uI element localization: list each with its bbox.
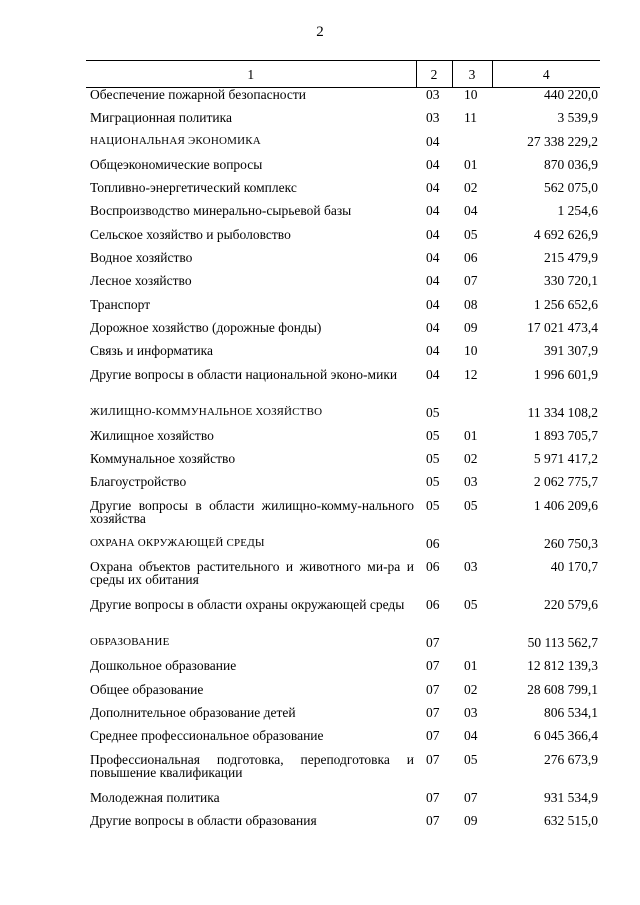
- row-section-code: 04: [426, 180, 440, 196]
- row-amount: 6 045 366,4: [533, 728, 598, 744]
- row-name: Благоустройство: [90, 474, 187, 490]
- table-row: [86, 475, 600, 498]
- row-amount: 1 406 209,6: [533, 497, 598, 513]
- table-row: [86, 298, 600, 321]
- row-name: Другие вопросы в области охраны окружающей среды: [90, 597, 405, 613]
- row-amount: 931 534,9: [544, 789, 598, 805]
- row-amount: 391 307,9: [544, 343, 598, 359]
- row-name: Дорожное хозяйство (дорожные фонды): [90, 319, 322, 335]
- table-row: [86, 111, 600, 134]
- row-amount: 1 256 652,6: [533, 296, 598, 312]
- row-name: Коммунальное хозяйство: [90, 451, 236, 467]
- row-section-code: 07: [426, 789, 440, 805]
- row-section-code: 04: [426, 296, 440, 312]
- table-row: [86, 251, 600, 274]
- table-row: [86, 344, 600, 367]
- row-subsection-code: 10: [464, 343, 478, 359]
- table-row: [86, 706, 600, 729]
- table-row: [86, 228, 600, 251]
- row-section-code: 04: [426, 273, 440, 289]
- row-amount: 330 720,1: [544, 273, 598, 289]
- table-header-row: [86, 61, 600, 88]
- table-row: [86, 429, 600, 452]
- row-subsection-code: 04: [464, 728, 478, 744]
- row-amount: 12 812 139,3: [527, 658, 598, 674]
- row-section-code: 04: [426, 203, 440, 219]
- row-amount: 1 254,6: [557, 203, 598, 219]
- row-subsection-code: 01: [464, 427, 478, 443]
- row-name: Транспорт: [90, 296, 151, 312]
- row-amount: 806 534,1: [544, 704, 598, 720]
- header-col-subsection: 3: [452, 61, 492, 88]
- table-row: [86, 499, 600, 537]
- row-name: Дошкольное образование: [90, 658, 237, 674]
- row-amount: 440 220,0: [544, 87, 598, 102]
- row-amount: 562 075,0: [544, 180, 598, 196]
- row-subsection-code: 08: [464, 296, 478, 312]
- row-subsection-code: 05: [464, 226, 478, 242]
- budget-table: [86, 60, 600, 837]
- row-name: Профессиональная подготовка, переподготовка и повышение квалификации: [90, 751, 414, 780]
- table-row: [86, 729, 600, 752]
- row-name: Другие вопросы в области национальной эконо-мики: [90, 366, 398, 382]
- row-name: Охрана объектов растительного и животного ми-ра и среды их обитания: [90, 559, 414, 588]
- row-subsection-code: 10: [464, 87, 478, 102]
- row-subsection-code: 01: [464, 658, 478, 674]
- table-row: [86, 791, 600, 814]
- table-row: [86, 321, 600, 344]
- row-section-code: 04: [426, 343, 440, 359]
- row-name: ОХРАНА ОКРУЖАЮЩЕЙ СРЕДЫ: [90, 536, 265, 549]
- table-row: [86, 814, 600, 837]
- row-amount: 2 062 775,7: [533, 474, 598, 490]
- row-subsection-code: 02: [464, 180, 478, 196]
- table-row: [86, 88, 600, 112]
- row-section-code: 06: [426, 597, 440, 613]
- row-subsection-code: [452, 636, 492, 659]
- table-row: [86, 452, 600, 475]
- row-section-code: 07: [426, 728, 440, 744]
- row-section-code: 07: [426, 658, 440, 674]
- row-name: Молодежная политика: [90, 789, 220, 805]
- row-name: Лесное хозяйство: [90, 273, 192, 289]
- row-name: Топливно-энергетический комплекс: [90, 180, 297, 196]
- row-section-code: 07: [426, 704, 440, 720]
- row-amount: 260 750,3: [544, 535, 598, 551]
- table-row: [86, 135, 600, 158]
- row-name: Среднее профессиональное образование: [90, 728, 324, 744]
- row-section-code: 07: [426, 751, 440, 767]
- row-name: ЖИЛИЩНО-КОММУНАЛЬНОЕ ХОЗЯЙСТВО: [90, 405, 323, 418]
- row-subsection-code: 05: [464, 751, 478, 767]
- header-col-amount: 4: [492, 61, 600, 88]
- table-row: [86, 158, 600, 181]
- row-subsection-code: 07: [464, 273, 478, 289]
- row-amount: 11 334 108,2: [527, 404, 598, 420]
- table-row: [86, 406, 600, 429]
- row-subsection-code: [452, 537, 492, 560]
- row-amount: 28 608 799,1: [527, 681, 598, 697]
- row-section-code: 06: [426, 559, 440, 575]
- row-name: Другие вопросы в области образования: [90, 812, 317, 828]
- table-body: [86, 88, 600, 838]
- table-row: [86, 204, 600, 227]
- row-subsection-code: 03: [464, 474, 478, 490]
- row-section-code: 05: [426, 404, 440, 420]
- row-subsection-code: [452, 406, 492, 429]
- row-amount: 40 170,7: [550, 559, 598, 575]
- row-amount: 5 971 417,2: [533, 451, 598, 467]
- row-subsection-code: 09: [464, 319, 478, 335]
- row-amount: 215 479,9: [544, 250, 598, 266]
- table-row: [86, 598, 600, 636]
- table-row: [86, 274, 600, 297]
- row-subsection-code: 05: [464, 497, 478, 513]
- row-subsection-code: 02: [464, 451, 478, 467]
- row-section-code: 04: [426, 319, 440, 335]
- page-number: 2: [316, 24, 324, 40]
- row-section-code: 03: [426, 110, 440, 126]
- row-section-code: 05: [426, 474, 440, 490]
- row-amount: 4 692 626,9: [533, 226, 598, 242]
- row-name: Дополнительное образование детей: [90, 704, 296, 720]
- row-amount: 3 539,9: [557, 110, 598, 126]
- row-name: Водное хозяйство: [90, 250, 193, 266]
- row-section-code: 05: [426, 427, 440, 443]
- row-name: Жилищное хозяйство: [90, 427, 214, 443]
- row-subsection-code: 02: [464, 681, 478, 697]
- row-subsection-code: 05: [464, 597, 478, 613]
- table-row: [86, 753, 600, 791]
- row-section-code: 04: [426, 366, 440, 382]
- row-name: Сельское хозяйство и рыболовство: [90, 226, 291, 242]
- row-subsection-code: 11: [464, 110, 477, 126]
- table-row: [86, 659, 600, 682]
- row-section-code: 05: [426, 497, 440, 513]
- row-section-code: 04: [426, 156, 440, 172]
- row-section-code: 07: [426, 635, 440, 651]
- row-amount: 1 893 705,7: [533, 427, 598, 443]
- header-col-section: 2: [416, 61, 452, 88]
- row-section-code: 05: [426, 451, 440, 467]
- row-amount: 276 673,9: [544, 751, 598, 767]
- row-amount: 27 338 229,2: [527, 133, 598, 149]
- row-amount: 17 021 473,4: [527, 319, 598, 335]
- row-section-code: 07: [426, 812, 440, 828]
- row-subsection-code: 06: [464, 250, 478, 266]
- table-row: [86, 683, 600, 706]
- row-name: ОБРАЗОВАНИЕ: [90, 636, 170, 649]
- row-subsection-code: 03: [464, 704, 478, 720]
- row-amount: 220 579,6: [544, 597, 598, 613]
- row-name: Обеспечение пожарной безопасности: [90, 87, 307, 102]
- header-col-name: 1: [86, 61, 416, 88]
- row-name: Общеэкономические вопросы: [90, 156, 263, 172]
- row-section-code: 04: [426, 250, 440, 266]
- table-row: [86, 368, 600, 406]
- row-subsection-code: 01: [464, 156, 478, 172]
- row-name: Воспроизводство минерально-сырьевой базы: [90, 203, 352, 219]
- row-section-code: 06: [426, 535, 440, 551]
- table-row: [86, 560, 600, 598]
- row-subsection-code: 07: [464, 789, 478, 805]
- row-amount: 870 036,9: [544, 156, 598, 172]
- row-subsection-code: 09: [464, 812, 478, 828]
- table-row: [86, 537, 600, 560]
- row-subsection-code: 04: [464, 203, 478, 219]
- row-section-code: 04: [426, 133, 440, 149]
- row-section-code: 04: [426, 226, 440, 242]
- row-name: Миграционная политика: [90, 110, 232, 126]
- table-row: [86, 636, 600, 659]
- row-amount: 632 515,0: [544, 812, 598, 828]
- row-amount: 1 996 601,9: [533, 366, 598, 382]
- row-section-code: 07: [426, 681, 440, 697]
- row-name: Общее образование: [90, 681, 204, 697]
- row-name: Другие вопросы в области жилищно-комму-нального хозяйства: [90, 497, 414, 526]
- row-subsection-code: 12: [464, 366, 478, 382]
- row-name: НАЦИОНАЛЬНАЯ ЭКОНОМИКА: [90, 134, 261, 147]
- table-row: [86, 181, 600, 204]
- row-name: Связь и информатика: [90, 343, 213, 359]
- row-amount: 50 113 562,7: [527, 635, 598, 651]
- row-subsection-code: [452, 135, 492, 158]
- row-subsection-code: 03: [464, 559, 478, 575]
- row-section-code: 03: [426, 87, 440, 102]
